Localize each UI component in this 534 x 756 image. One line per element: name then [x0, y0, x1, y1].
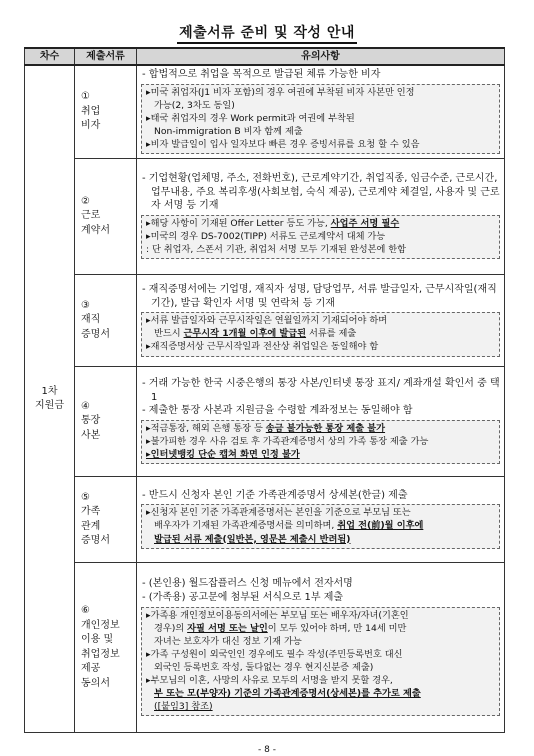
notes-box [141, 312, 500, 356]
box-line [146, 327, 495, 340]
box-line: 가능(2, 3차도 동일) [154, 99, 235, 111]
box-text: 경우)의 [154, 622, 188, 634]
doc-name-line: 통장 [81, 415, 101, 427]
box-line: ▸재직증명서상 근무시작일과 전산상 취업일은 동일해야 함 [146, 341, 379, 353]
doc-name-line: 취업정보 [81, 648, 120, 660]
doc-name-line: 비자 [81, 120, 101, 132]
notes-box [141, 420, 500, 464]
table-row-privacy-consent [25, 563, 505, 733]
box-line: ▸가족 구성원이 외국인인 경우에도 필수 작성(주민등록번호 대신 [146, 648, 403, 660]
box-text-emphasis: 취업 전(前)월 이후에 [337, 520, 424, 532]
note-line: - (가족용) 공고문에 첨부된 서식으로 1부 제출 [142, 591, 344, 603]
doc-name-line: 개인정보 [81, 619, 120, 631]
notes-visa [137, 65, 505, 159]
box-line-emphasis: 발급된 서류 제출(일반본, 영문본 제출시 반려됨) [154, 533, 351, 545]
doc-name-bankbook [75, 367, 137, 477]
note-line: - 재직증명서에는 기업명, 재직자 성명, 담당업무, 서류 발급일자, 근무시작일(재직기간), 발급 확인자 서명 및 연락처 등 기재 [142, 283, 497, 309]
notes-box [141, 84, 500, 154]
box-line-emphasis: 부 또는 모(부양자) 기준의 가족관계증명서(상세본)를 추가로 제출 [154, 688, 421, 700]
note-line: - 합법적으로 취업을 목적으로 발급된 체류 가능한 비자 [142, 69, 381, 80]
doc-number: ④ [81, 400, 90, 412]
box-text-emphasis: 송금 불가능한 통장 제출 불가 [265, 423, 386, 435]
notes-family-cert [137, 477, 505, 563]
doc-number: ③ [81, 299, 90, 311]
note-line: - 거래 가능한 한국 시중은행의 통장 사본/인터넷 통장 표지/ 계좌개설 확인서 중 택 1 [142, 377, 500, 403]
doc-name-line: 사본 [81, 429, 101, 441]
doc-name-line: 관계 [81, 520, 101, 532]
box-line: ▸미국의 경우 DS-7002(TIPP) 서류도 근로계약서 대체 가능 [146, 231, 386, 243]
doc-name-line: 증명서 [81, 328, 110, 340]
box-text: 이 모두 있어야 하며, 만 14세 미만 [267, 622, 407, 634]
doc-name-visa [75, 65, 137, 159]
notes-box [141, 504, 500, 548]
box-line: 자녀는 보호자가 대신 정보 기재 가능 [154, 635, 302, 647]
notes-contract [137, 159, 505, 275]
order-cell [25, 65, 75, 733]
box-text: 배우자가 기재된 가족관계증명서를 의미하며, [154, 520, 338, 532]
notes-box [141, 215, 500, 259]
note-line: - 제출한 통장 사본과 지원금을 수령할 계좌정보는 동일해야 함 [142, 405, 413, 417]
table-row-contract [25, 159, 505, 275]
box-line [146, 422, 495, 435]
box-line: ▸서류 발급일자와 근무시작일은 연월일까지 기재되어야 하며 [146, 315, 388, 327]
doc-number: ② [81, 195, 90, 207]
table-header-row [25, 48, 505, 65]
box-line [146, 217, 495, 230]
doc-name-contract [75, 159, 137, 275]
doc-number: ⑥ [81, 605, 90, 617]
box-line: ([붙임3] 참조) [154, 701, 213, 713]
document-table [24, 47, 505, 733]
box-line [146, 519, 495, 532]
doc-name-line: 동의서 [81, 677, 110, 689]
box-line: ▸태국 취업자의 경우 Work permit과 여권에 부착된 [146, 112, 355, 124]
box-line: ▸신청자 본인 기준 가족관계증명서는 본인을 기준으로 부모님 또는 [146, 507, 411, 519]
doc-number: ① [81, 91, 90, 103]
box-text: 반드시 [154, 328, 184, 340]
box-line: ▸가족용 개인정보이용동의서에는 부모님 또는 배우자/자녀(기혼인 [146, 609, 409, 621]
table-row-bankbook [25, 367, 505, 477]
note-line: - 반드시 신청자 본인 기준 가족관계증명서 상세본(한글) 제출 [142, 489, 408, 501]
page-title-text: 제출서류 준비 및 작성 안내 [177, 25, 357, 44]
notes-bankbook [137, 367, 505, 477]
table-row-family-cert [25, 477, 505, 563]
doc-name-privacy-consent [75, 563, 137, 733]
box-line [146, 622, 495, 635]
box-line: Non-immigration B 비자 함께 제출 [154, 125, 303, 137]
box-text-emphasis: 근무시작 1개월 이후에 발급된 [183, 328, 307, 340]
box-line-emphasis: ▸인터넷뱅킹 단순 캡쳐 화면 인정 불가 [146, 449, 300, 461]
box-line: 외국인 등록번호 작성, 둘다없는 경우 현지신분증 제출) [154, 661, 374, 673]
note-line: - 기업현황(업체명, 주소, 전화번호), 근로계약기간, 취업직종, 임금수준, 근로시간, 업무내용, 주요 복리후생(사회보험, 숙식 제공), 근로계약 체결일, 사용자 및 근로자 서명 등 기재 [142, 172, 500, 212]
box-line: ▸비자 발급일이 입사 일자보다 빠른 경우 증빙서류를 요청 할 수 있음 [146, 139, 420, 151]
notes-box [141, 607, 500, 717]
notes-employment-cert [137, 275, 505, 367]
doc-name-line: 가족 [81, 506, 101, 518]
box-text: 서류를 제출 [306, 328, 357, 340]
header-document: 제출서류 [75, 48, 137, 65]
box-text: ▸해당 사항이 기재된 Offer Letter 등도 가능, [146, 218, 331, 230]
box-text-emphasis: 사업주 서명 필수 [330, 218, 400, 230]
box-text-emphasis: 자필 서명 또는 날인 [187, 622, 268, 634]
order-line2: 지원금 [35, 400, 64, 412]
doc-number: ⑤ [81, 491, 90, 503]
doc-name-line: 제공 [81, 663, 101, 675]
page-title [0, 22, 534, 42]
doc-name-line: 취업 [81, 105, 101, 117]
box-text: ▸적금통장, 해외 은행 통장 등 [146, 423, 266, 435]
box-line: : 단 취업자, 스폰서 기관, 취업처 서명 모두 기재된 완성본에 한함 [146, 244, 407, 256]
box-line: ▸부모님의 이혼, 사망의 사유로 모두의 서명을 받지 못할 경우, [146, 674, 393, 686]
doc-name-line: 계약서 [81, 224, 110, 236]
page-number: - 8 - [258, 745, 276, 755]
doc-name-employment-cert [75, 275, 137, 367]
doc-name-family-cert [75, 477, 137, 563]
doc-name-line: 이용 및 [81, 634, 114, 646]
doc-name-line: 증명서 [81, 535, 110, 547]
table-row-employment-cert [25, 275, 505, 367]
header-notes: 유의사항 [137, 48, 505, 65]
note-line: - (본인용) 월드잡플러스 신청 메뉴에서 전자서명 [142, 578, 353, 590]
order-line1: 1차 [41, 386, 58, 398]
notes-privacy-consent [137, 563, 505, 733]
box-line: ▸불가피한 경우 사유 검토 후 가족관계증명서 상의 가족 통장 제출 가능 [146, 436, 429, 448]
header-order: 차수 [25, 48, 75, 65]
doc-name-line: 근로 [81, 210, 101, 222]
box-line: ▸미국 취업자(J1 비자 포함)의 경우 여권에 부착된 비자 사본만 인정 [146, 86, 415, 98]
table-row-visa [25, 65, 505, 159]
doc-name-line: 재직 [81, 314, 101, 326]
